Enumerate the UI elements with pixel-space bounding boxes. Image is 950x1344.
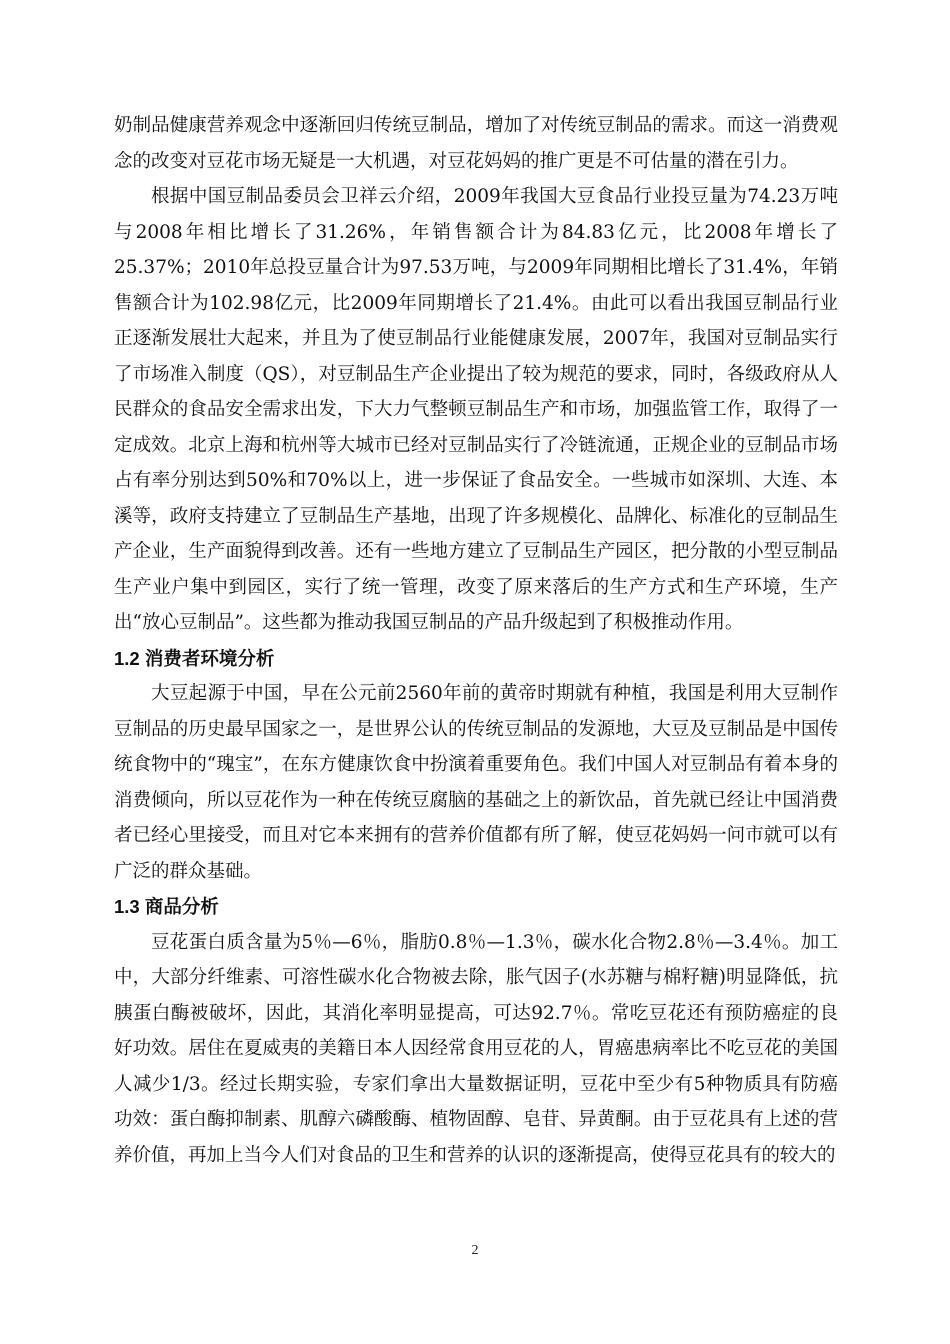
paragraph-product-analysis: 豆花蛋白质含量为5％—6％，脂肪0.8％—1.3％，碳水化合物2.8％—3.4％。加工中，大部分纤维素、可溶性碳水化合物被去除，胀气因子(水苏糖与棉籽糖)明显降低，抗胰蛋白酶被破坏，因此，其消化率明显提高，可达92.7％。常吃豆花还有预防癌症的良好功效。居住在夏威夷的美籍日本人因经常食用豆花的人，胃癌患病率比不吃豆花的美国人减少1/3。经过长期实验，专家们拿出大量数据证明，豆花中至少有5种物质具有防癌功效：蛋白酶抑制素、肌醇六磷酸酶、植物固醇、皂苷、异黄酮。由于豆花具有上述的营养价值，再加上当今人们对食品的卫生和营养的认识的逐渐提高，使得豆花具有的较大的 [114,931,838,1166]
paragraph-consumption-concept: 奶制品健康营养观念中逐渐回归传统豆制品，增加了对传统豆制品的需求。而这一消费观念的改变对豆花市场无疑是一大机遇，对豆花妈妈的推广更是不可估量的潜在引力。 [114,115,838,172]
section-heading-consumer-environment: 1.2 消费者环境分析 [114,647,275,669]
section-heading-product-analysis: 1.3 商品分析 [114,896,219,917]
page-body [114,108,838,1173]
page-number: 2 [471,1243,479,1258]
paragraph-consumer-environment: 大豆起源于中国，早在公元前2560年前的黄帝时期就有种植，我国是利用大豆制作豆制品的历史最早国家之一，是世界公认的传统豆制品的发源地，大豆及豆制品是中国传统食物中的“瑰宝”，在东方健康饮食中扮演着重要角色。我们中国人对豆制品有着本身的消费倾向，所以豆花作为一种在传统豆腐脑的基础之上的新饮品，首先就已经让中国消费者已经心里接受，而且对它本来拥有的营养价值都有所了解，使豆花妈妈一问市就可以有广泛的群众基础。 [114,683,838,882]
paragraph-industry-statistics: 根据中国豆制品委员会卫祥云介绍，2009年我国大豆食品行业投豆量为74.23万吨与2008年相比增长了31.26%，年销售额合计为84.83亿元，比2008年增长了25.37%；2010年总投豆量合计为97.53万吨，与2009年同期相比增长了31.4%，年销售额合计为102.98亿元，比2009年同期增长了21.4%。由此可以看出我国豆制品行业正逐渐发展壮大起来，并且为了使豆制品行业能健康发展，2007年，我国对豆制品实行了市场准入制度（QS），对豆制品生产企业提出了较为规范的要求，同时，各级政府从人民群众的食品安全需求出发，下大力气整顿豆制品生产和市场，加强监管工作，取得了一定成效。北京上海和杭州等大城市已经对豆制品实行了冷链流通，正规企业的豆制品市场占有率分别达到50%和70%以上，进一步保证了食品安全。一些城市如深圳、大连、本溪等，政府支持建立了豆制品生产基地，出现了许多规模化、品牌化、标准化的豆制品生产企业，生产面貌得到改善。还有一些地方建立了豆制品生产园区，把分散的小型豆制品生产业户集中到园区，实行了统一管理，改变了原来落后的生产方式和生产环境，生产出“放心豆制品”。这些都为推动我国豆制品的产品升级起到了积极推动作用。 [114,186,838,633]
